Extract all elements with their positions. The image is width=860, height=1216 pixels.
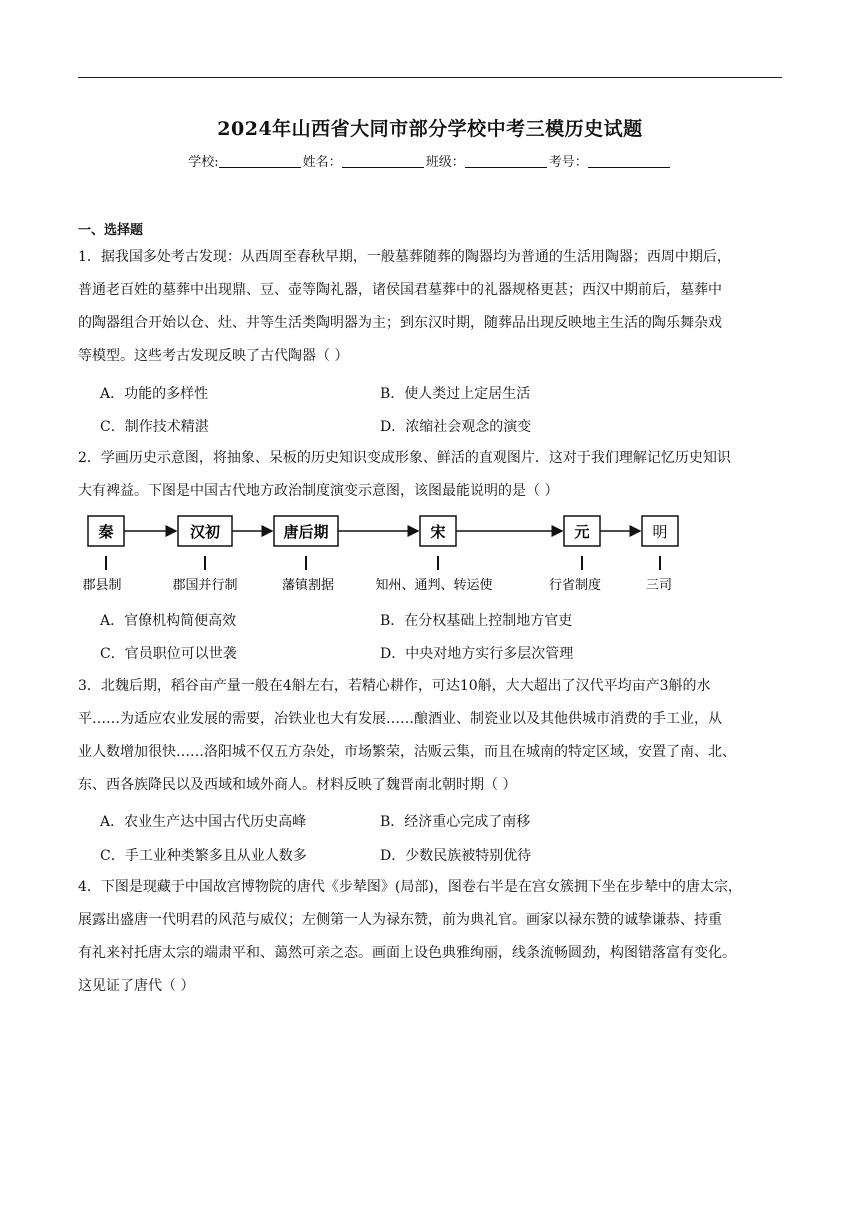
system-label: 藩镇割据 [281, 578, 335, 593]
class-blank[interactable] [465, 154, 547, 168]
question-line: 展露出盛唐一代明君的风范与威仪；左侧第一人为禄东赞，前为典礼官。画家以禄东赞的诚挚谦恭、持重 [78, 912, 722, 928]
exam-no-blank[interactable] [588, 154, 670, 168]
question-1-stem [78, 241, 784, 373]
q1-option-a[interactable]: A．功能的多样性 [100, 386, 209, 402]
system-label: 行省制度 [548, 578, 602, 593]
question-3-stem [78, 670, 784, 802]
class-label: 班级： [425, 155, 465, 170]
question-line: 东、西各族降民以及西域和域外商人。材料反映了魏晋南北朝时期（ ） [78, 777, 517, 793]
period-label: 宋 [430, 523, 446, 541]
q2-option-d[interactable]: D．中央对地方实行多层次管理 [380, 646, 574, 662]
local-governance-diagram [78, 512, 778, 594]
system-label: 三司 [645, 578, 673, 593]
q1-option-d[interactable]: D．浓缩社会观念的演变 [380, 419, 532, 435]
period-label: 秦 [98, 523, 114, 541]
question-line: 平……为适应农业发展的需要，冶铁业也大有发展……酿酒业、制瓷业以及其他供城市消费的手工业，从 [78, 711, 722, 727]
question-line: 的陶器组合开始以仓、灶、井等生活类陶明器为主；到东汉时期，随葬品出现反映地主生活的陶乐舞杂戏 [78, 315, 722, 331]
q2-option-b[interactable]: B．在分权基础上控制地方官吏 [380, 613, 573, 629]
page-title: 2024年山西省大同市部分学校中考三模历史试题 [217, 118, 643, 140]
q3-option-a[interactable]: A．农业生产达中国古代历史高峰 [100, 814, 307, 830]
question-line: 2．学画历史示意图，将抽象、呆板的历史知识变成形象、鲜活的直观图片．这对于我们理解记忆历史知识 [78, 450, 731, 466]
period-label: 元 [574, 523, 590, 541]
q1-option-c[interactable]: C．制作技术精湛 [100, 419, 209, 435]
system-label: 郡国并行制 [172, 578, 238, 593]
question-2-stem [78, 442, 784, 508]
q2-option-c[interactable]: C．官员职位可以世袭 [100, 646, 237, 662]
q3-option-b[interactable]: B．经济重心完成了南移 [380, 814, 531, 830]
name-label: 姓名： [302, 155, 342, 170]
school-label: 学校: [188, 155, 219, 170]
section-heading: 一、选择题 [78, 223, 144, 238]
question-4-stem [78, 871, 784, 1003]
question-line: 1．据我国多处考古发现：从西周至春秋早期，一般墓葬随葬的陶器均为普通的生活用陶器；西周中期后， [78, 249, 731, 265]
question-line: 业人数增加很快……洛阳城不仅五方杂处，市场繁荣，沽贩云集，而且在城南的特定区域，安置了南、北、 [78, 744, 736, 760]
period-label: 唐后期 [283, 523, 329, 541]
question-line: 普通老百姓的墓葬中出现鼎、豆、壶等陶礼器，诸侯国君墓葬中的礼器规格更甚；西汉中期前后，墓葬中 [78, 282, 722, 298]
q2-option-a[interactable]: A．官僚机构简便高效 [100, 613, 237, 629]
question-line: 4．下图是现藏于中国故宫博物院的唐代《步辇图》(局部)，图卷右半是在宫女簇拥下坐在步辇中的唐太宗， [78, 879, 742, 895]
q1-option-b[interactable]: B．使人类过上定居生活 [380, 386, 531, 402]
question-line: 3．北魏后期，稻谷亩产量一般在4斛左右，若精心耕作，可达10斛，大大超出了汉代平均亩产3斛的水 [78, 678, 711, 694]
student-info-line [0, 151, 860, 170]
system-label: 知州、通判、转运使 [375, 578, 493, 593]
question-line: 有礼来衬托唐太宗的端肃平和、蔼然可亲之态。画面上设色典雅绚丽，线条流畅圆劲，构图错落富有变化。 [78, 945, 736, 961]
system-label: 郡县制 [82, 578, 122, 593]
question-line: 这见证了唐代（ ） [78, 978, 195, 994]
period-label: 汉初 [189, 523, 221, 541]
exam-no-label: 考号： [548, 155, 588, 170]
q3-option-d[interactable]: D．少数民族被特别优待 [380, 848, 532, 864]
name-blank[interactable] [342, 154, 424, 168]
q3-option-c[interactable]: C．手工业种类繁多且从业人数多 [100, 848, 307, 864]
school-blank[interactable] [219, 154, 301, 168]
header-rule [78, 77, 782, 78]
question-line: 等模型。这些考古发现反映了古代陶器（ ） [78, 348, 349, 364]
period-label: 明 [652, 523, 668, 541]
question-line: 大有裨益。下图是中国古代地方政治制度演变示意图，该图最能说明的是（ ） [78, 483, 559, 499]
